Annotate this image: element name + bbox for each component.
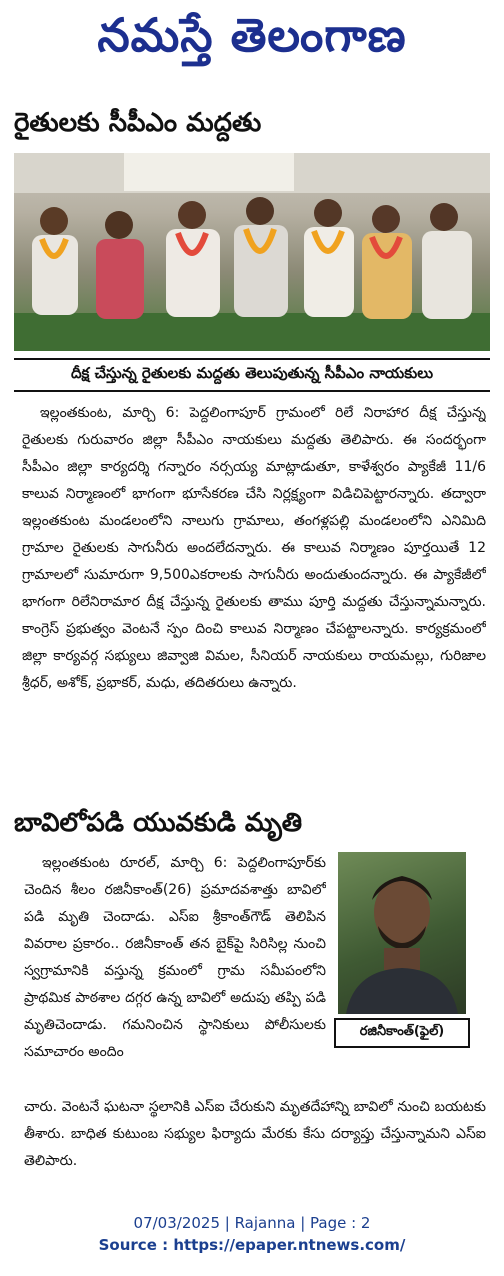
article1-photo-caption: దీక్ష చేస్తున్న రైతులకు మద్దతు తెలుపుతున్న సీపీఎం నాయకులు — [14, 358, 490, 392]
masthead — [0, 0, 504, 82]
article2-photo — [338, 852, 466, 1014]
article2-headline: బావిలోపడి యువకుడి మృతి — [14, 808, 303, 838]
newspaper-logo-text: నమస్తే తెలంగాణ — [97, 8, 407, 62]
article2-photo-caption: రజినీకాంత్(ఫైల్) — [334, 1018, 470, 1048]
source-link[interactable]: Source : https://epaper.ntnews.com/ — [98, 1236, 406, 1254]
article1-photo — [14, 153, 490, 351]
article2-body-part2: చారు. వెంటనే ఘటనా స్థలానికి ఎస్ఐ చేరుకుని మృతదేహాన్ని బావిలో నుంచి బయటకు తీశారు. బాధిత కుటుంబ సభ్యుల ఫిర్యాదు మేరకు కేసు దర్యాప్తు చేస్తున్నామని ఎస్ఐ తెలిపారు. — [24, 1099, 486, 1169]
article1-body: ఇల్లంతకుంట, మార్చి 6: పెద్దలింగాపూర్ గ్రామంలో రిలే నిరాహార దీక్ష చేస్తున్న రైతులకు గురువారం జిల్లా సీపీఎం నాయకులు మద్దతు తెలిపారు. ఈ సందర్భంగా సీపీఎం జిల్లా కార్యదర్శి గన్నారం నర్సయ్య మాట్లాడుతూ, కాళేశ్వరం ప్యాకేజీ 11/6 కాలువ నిర్మాణంలో భాగంగా భూసేకరణ చేసి నిర్లక్ష్యంగా విడిచిపెట్టారన్నారు. తద్వారా ఇల్లంతకుంట మండలంలోని నాలుగు గ్రామాలు, తంగళ్లపల్లి మండలంలోని ఎనిమిది గ్రామాల రైతులకు సాగునీరు అందలేదన్నారు. ఈ కాలువ నిర్మాణం పూర్తయితే 12 గ్రామాలలో సుమారుగా 9,500ఎకరాలకు సాగునీరు అందుతుందన్నారు. ఈ ప్యాకేజీలో భాగంగా రిలేనిరామార దీక్ష చేస్తున్న రైతులకు తాము పూర్తి మద్దతు చేస్తున్నామన్నారు. కాంగ్రెస్ ప్రభుత్వం వెంటనే స్పం దించి కాలువ నిర్మాణం చేపట్టాలన్నారు. కార్యక్రమంలో జిల్లా కార్యవర్గ సభ్యులు జివ్వాజి విమల, సీనియర్ నాయకులు రాయమల్లు, గురిజాల శ్రీధర్, అశోక్, ప్రభాకర్, మధు, తదితరులు ఉన్నారు. — [22, 405, 486, 691]
article1-headline: రైతులకు సీపీఎం మద్దతు — [14, 108, 262, 138]
article2-body-part1: ఇల్లంతకుంట రూరల్, మార్చి 6: పెద్దలింగాపూర్‌కు చెందిన శీలం రజినీకాంత్(26) ప్రమాదవశాత్తు బావిలో పడి మృతి చెందాడు. ఎస్ఐ శ్రీకాంత్‌గౌడ్ తెలిపిన వివరాల ప్రకారం.. రజినీకాంత్ తన బైక్‌పై సిరిసిల్ల నుంచి స్వగ్రామానికి వస్తున్న క్రమంలో గ్రామ సమీపంలోని ప్రాథమిక పాఠశాల దగ్గర ఉన్న బావిలో అదుపు తప్పి పడి మృతిచెందాడు. గమనించిన స్థానికులు పోలీసులకు సమాచారం అందిం — [24, 855, 326, 1060]
group-photo-illustration — [14, 153, 490, 351]
edition-info: 07/03/2025 | Rajanna | Page : 2 — [133, 1214, 371, 1232]
portrait-illustration — [338, 852, 466, 1014]
